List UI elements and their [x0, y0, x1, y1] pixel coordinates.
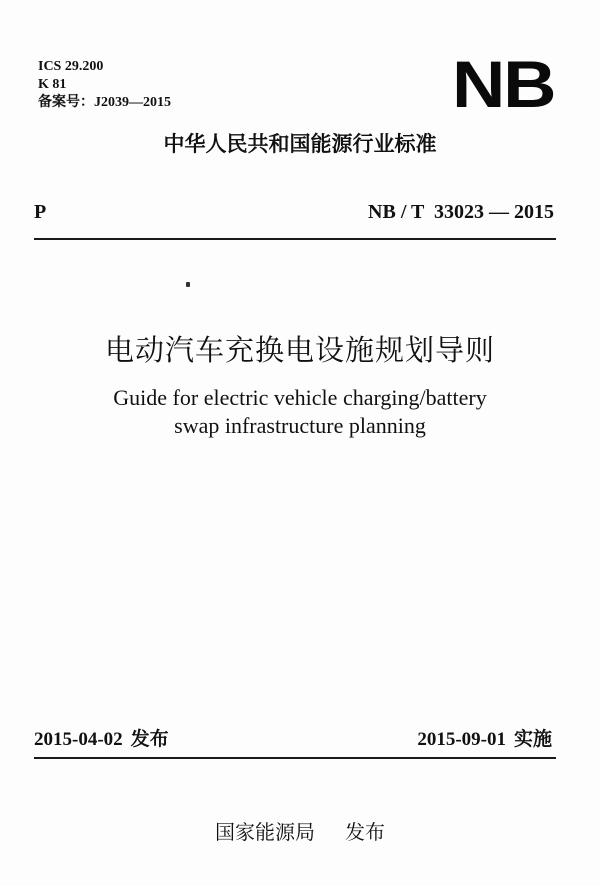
nb-logo: NB — [452, 47, 555, 121]
top-divider — [34, 238, 556, 240]
category-letter: P — [34, 201, 47, 223]
document-title-english — [0, 384, 600, 440]
classification-block — [38, 58, 171, 112]
print-speck — [186, 282, 190, 287]
implement-date: 2015-09-01 — [417, 729, 506, 750]
english-title-line-2: swap infrastructure planning — [174, 413, 426, 438]
issuer-action: 发布 — [345, 820, 385, 844]
implement-label: 实施 — [513, 728, 552, 750]
implement-date-block — [417, 726, 552, 753]
ccs-code: K 81 — [38, 77, 67, 92]
issue-date-block — [34, 726, 169, 753]
filing-number: 备案号：J2039—2015 — [38, 95, 171, 110]
bottom-divider — [34, 757, 556, 759]
issuer-line — [0, 818, 600, 846]
issue-label: 发布 — [130, 728, 169, 750]
issuer-name: 国家能源局 — [215, 820, 315, 844]
standard-number: NB / T 33023 — 2015 — [368, 201, 554, 223]
document-title-chinese: 电动汽车充换电设施规划导则 — [104, 333, 495, 367]
issue-date: 2015-04-02 — [34, 729, 123, 750]
ics-code: ICS 29.200 — [38, 59, 104, 74]
english-title-line-1: Guide for electric vehicle charging/battery — [113, 385, 487, 410]
standard-class-title: 中华人民共和国能源行业标准 — [163, 132, 437, 156]
